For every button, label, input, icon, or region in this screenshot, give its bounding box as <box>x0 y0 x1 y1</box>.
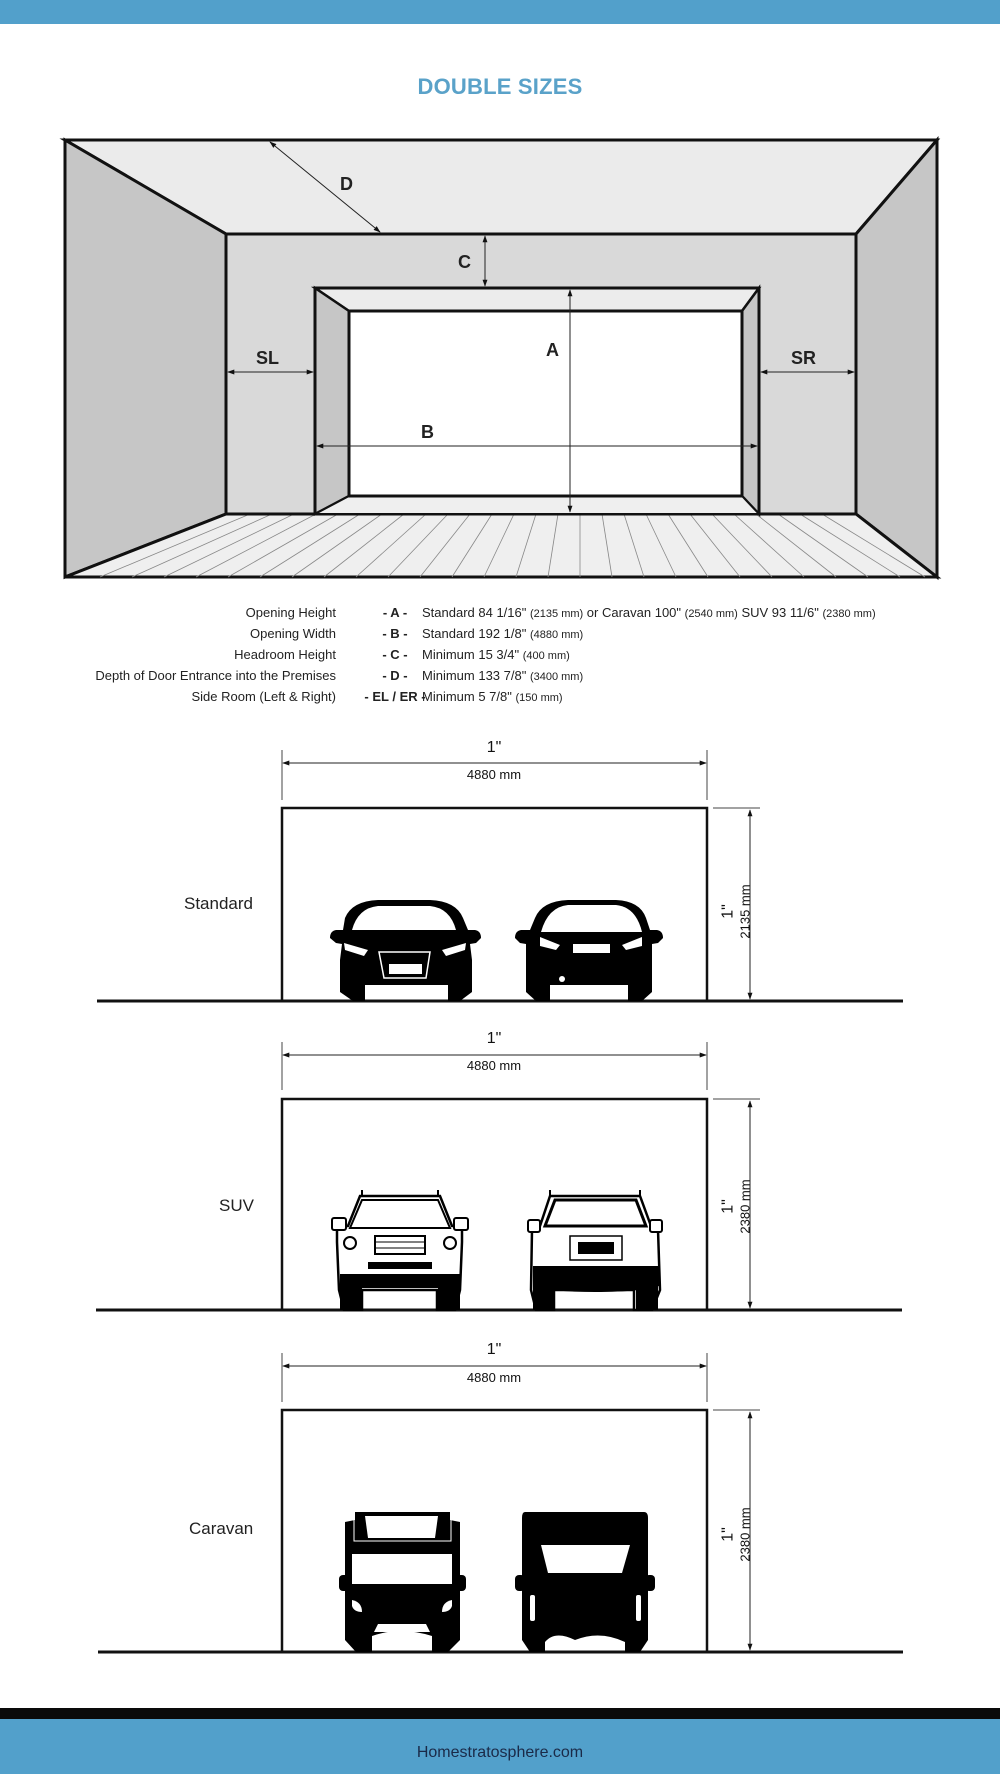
width-mm: 4880 mm <box>466 1370 522 1385</box>
spec-key: - B - <box>382 626 408 641</box>
spec-value: Minimum 15 3/4" (400 mm) <box>422 647 570 662</box>
footer-site-link[interactable]: Homestratosphere.com <box>416 1744 584 1761</box>
spec-row-opening-width <box>0 626 1000 646</box>
label-sl: SL <box>256 348 280 368</box>
door-reveal-floor <box>315 496 759 514</box>
car-rear-icon <box>515 900 663 1001</box>
spec-label: Headroom Height <box>234 647 336 662</box>
label-b: B <box>421 422 434 442</box>
door-reveal-left <box>315 288 349 514</box>
spec-label: Opening Width <box>250 626 336 641</box>
door-reveal-right <box>742 288 759 514</box>
spec-key: - D - <box>382 668 408 683</box>
caravan-rear-icon <box>515 1512 655 1652</box>
width-inches: 1" <box>486 1030 502 1047</box>
caravan-front-icon <box>339 1511 466 1652</box>
spec-value: Standard 192 1/8" (4880 mm) <box>422 626 584 641</box>
spec-value: Minimum 133 7/8" (3400 mm) <box>422 668 584 683</box>
spec-value: Standard 84 1/16" (2135 mm) or Caravan 100" (2540 mm) SUV 93 11/6" (2380 mm) <box>422 605 876 620</box>
spec-row-depth <box>0 668 1000 688</box>
width-mm: 4880 mm <box>466 767 522 782</box>
label-sr: SR <box>791 348 817 368</box>
spec-key: - C - <box>382 647 408 662</box>
spec-row-opening-height <box>0 605 1000 625</box>
width-inches: 1" <box>486 739 502 756</box>
spec-value: Minimum 5 7/8" (150 mm) <box>422 689 563 704</box>
label-c: C <box>458 252 471 272</box>
width-inches: 1" <box>486 1341 502 1358</box>
spec-key: - A - <box>382 605 408 620</box>
suv-front-icon <box>332 1190 468 1310</box>
width-mm: 4880 mm <box>466 1058 522 1073</box>
height-dimension-label: 1" 2135 mm <box>719 884 753 939</box>
height-dimension-label: 1" 2380 mm <box>719 1179 753 1234</box>
suv-rear-icon <box>528 1190 662 1310</box>
perspective-room <box>65 140 937 577</box>
section-caravan <box>98 1353 903 1652</box>
spec-row-side-room <box>0 689 1000 709</box>
car-front-icon <box>330 900 481 1001</box>
section-label-caravan: Caravan <box>189 1519 254 1538</box>
height-dimension-label: 1" 2380 mm <box>719 1507 753 1562</box>
page-title: DOUBLE SIZES <box>417 74 583 99</box>
door-reveal-top <box>315 288 759 311</box>
spec-label: Side Room (Left & Right) <box>191 689 336 704</box>
spec-key: - EL / ER - <box>364 689 426 704</box>
section-standard <box>97 750 903 1001</box>
door-opening <box>349 311 742 496</box>
footer-divider <box>0 1708 1000 1719</box>
spec-label: Depth of Door Entrance into the Premises <box>95 668 336 683</box>
section-label-standard: Standard <box>184 894 253 913</box>
section-label-suv: SUV <box>219 1196 254 1215</box>
spec-row-headroom-height <box>0 647 1000 667</box>
label-d: D <box>340 174 353 194</box>
spec-label: Opening Height <box>245 605 336 620</box>
label-a: A <box>546 340 559 360</box>
section-suv <box>96 1042 902 1310</box>
